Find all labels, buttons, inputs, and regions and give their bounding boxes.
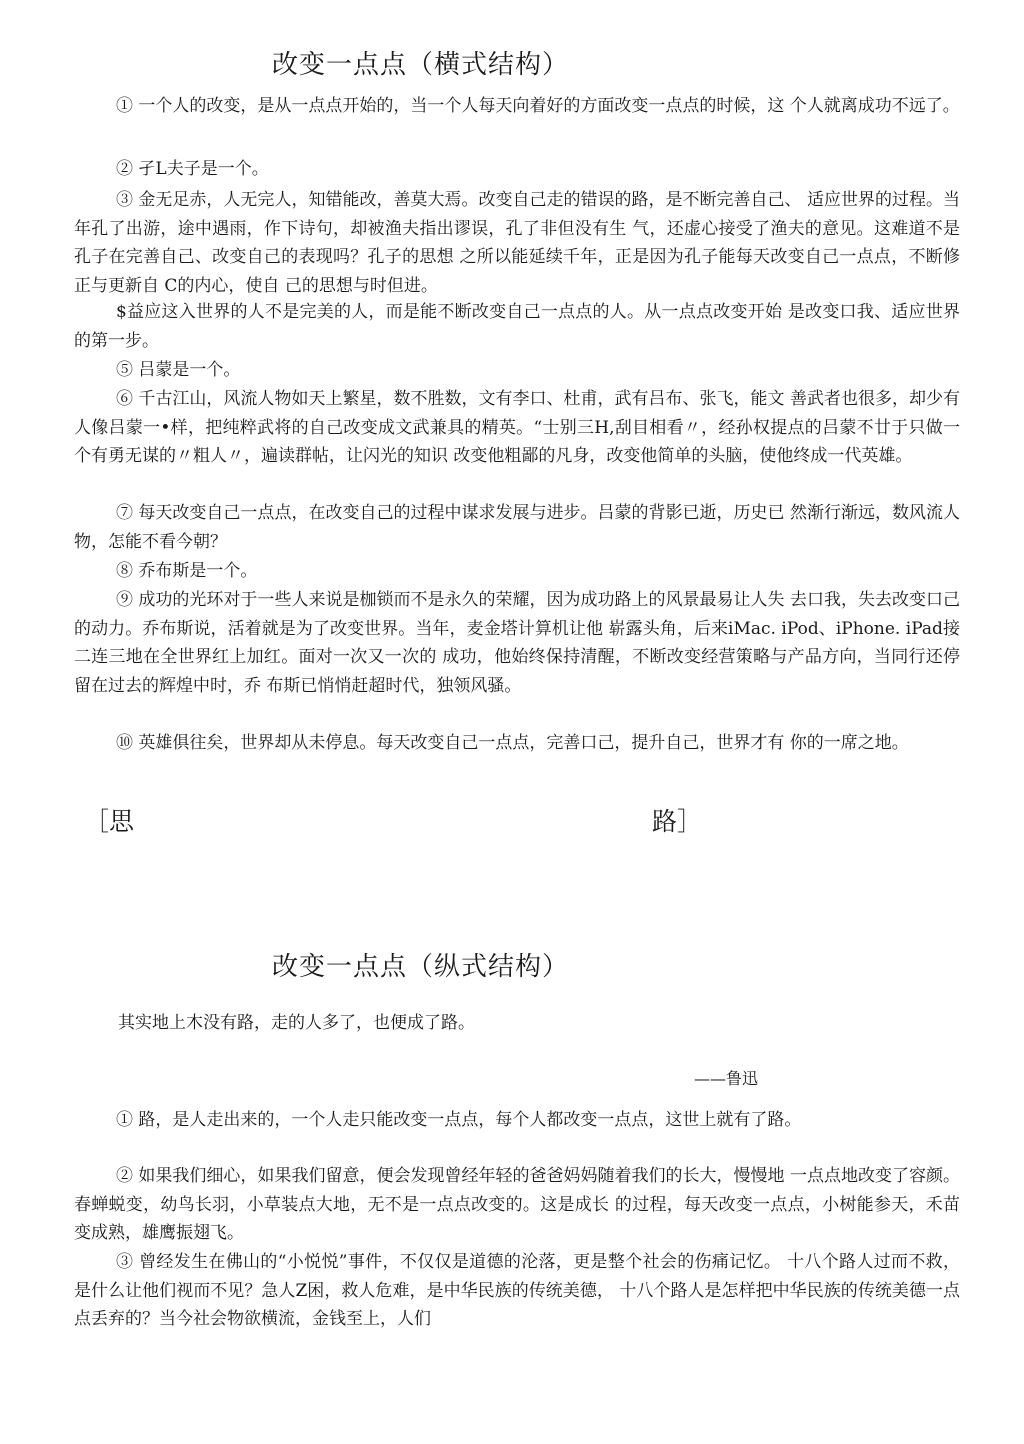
section1-title: 改变一点点（横式结构） — [272, 50, 570, 80]
thinking-bracket-right: 路］ — [652, 807, 703, 836]
section2-title: 改变一点点（纵式结构） — [272, 952, 570, 982]
paragraph-v2: ② 如果我们细心，如果我们留意，便会发现曾经年轻的爸爸妈妈随着我们的长大，慢慢地 一点点地改变了容颜。春蝉蜕变，幼鸟长羽，小草装点大地，无不是一点点改变的。这是成长 的过程，每天改变一点点，小树能参天，禾苗变成熟，雄鹰振翅飞。 — [74, 1166, 960, 1243]
epigraph-quote: 其实地上木没有路，走的人多了，也便成了路。 — [118, 1013, 475, 1033]
paragraph-3: ③ 金无足赤，人无完人，知错能改，善莫大焉。改变自己走的错误的路，是不断完善自己、 适应世界的过程。当年孔了出游，途中遇雨，作下诗句，却被渔夫指出谬误，孔了非但没有生 气，还虚心接受了渔夫的意见。这难道不是孔子在完善自己、改变自己的表现吗？孔子的思想 之所以能延续千年，正是因为孔子能每天改变自己一点点，不断修正与更新自 C的内心，使自 己的思想与时但进。 — [74, 190, 960, 296]
epigraph-attribution: ——鲁迅 — [694, 1069, 759, 1088]
paragraph-v1: ① 路，是人走出来的，一个人走只能改变一点点，每个人都改变一点点，这世上就有了路。 — [116, 1110, 802, 1130]
paragraph-1: ① 一个人的改变，是从一点点开始的，当一个人每天向着好的方面改变一点点的时候，这 个人就离成功不远了。 — [116, 96, 960, 116]
paragraph-v3: ③ 曾经发生在佛山的“小悦悦”事件，不仅仅是道德的沦落，更是整个社会的伤痛记忆。 十八个路人过而不救，是什么让他们视而不见？急人Z困，救人危难，是中华民族的传统美德， 十八个路人是怎样把中华民族的传统美德一点点丢弃的？当今社会物欲横流，金钱至上，人们 — [74, 1252, 960, 1329]
thinking-bracket-left: ［思 — [84, 807, 135, 836]
paragraph-9: ⑨ 成功的光环对于一些人来说是枷锁而不是永久的荣耀，因为成功路上的风景最易让人失 去口我，失去改变口己的动力。乔布斯说，活着就是为了改变世界。当年，麦金塔计算机让他 崭露头角，后来iMac. iPod、iPhone. iPad接二连三地在全世界红上加红。面对一次又一次的 成功，他始终保持清醒，不断改变经营策略与产品方向，当同行还停留在过去的辉煌中时，乔 布斯已悄悄赶超时代，独领风骚。 — [74, 590, 960, 696]
paragraph-6: ⑥ 千古江山，风流人物如天上繁星，数不胜数，文有李口、杜甫，武有吕布、张飞，能文 善武者也很多，却少有人像吕蒙一•样，把纯粹武将的自己改变成文武兼具的精英。“士别三H,刮目相看〃，经孙权提点的吕蒙不廿于只做一个有勇无谋的〃粗人〃，遍读群帖，让闪光的知识 改变他粗鄙的凡身，改变他简单的头脑，使他终成一代英雄。 — [74, 389, 960, 466]
paragraph-10: ⑩ 英雄俱往矣，世界却从未停息。每天改变自己一点点，完善口己，提升自己，世界才有 你的一席之地。 — [116, 733, 909, 753]
paragraph-5: ⑤ 吕蒙是一个。 — [116, 360, 241, 380]
paragraph-2: ② 孑L夫子是一个。 — [116, 159, 269, 179]
paragraph-8: ⑧ 乔布斯是一个。 — [116, 561, 258, 581]
paragraph-4: $益应这入世界的人不是完美的人，而是能不断改变自己一点点的人。从一点点改变开始 是改变口我、适应世界的第一步。 — [74, 302, 960, 351]
paragraph-7: ⑦ 每天改变自己一点点，在改变自己的过程中谋求发展与进步。吕蒙的背影已逝，历史已 然渐行渐远，数风流人物，怎能不看今朝？ — [74, 503, 960, 552]
